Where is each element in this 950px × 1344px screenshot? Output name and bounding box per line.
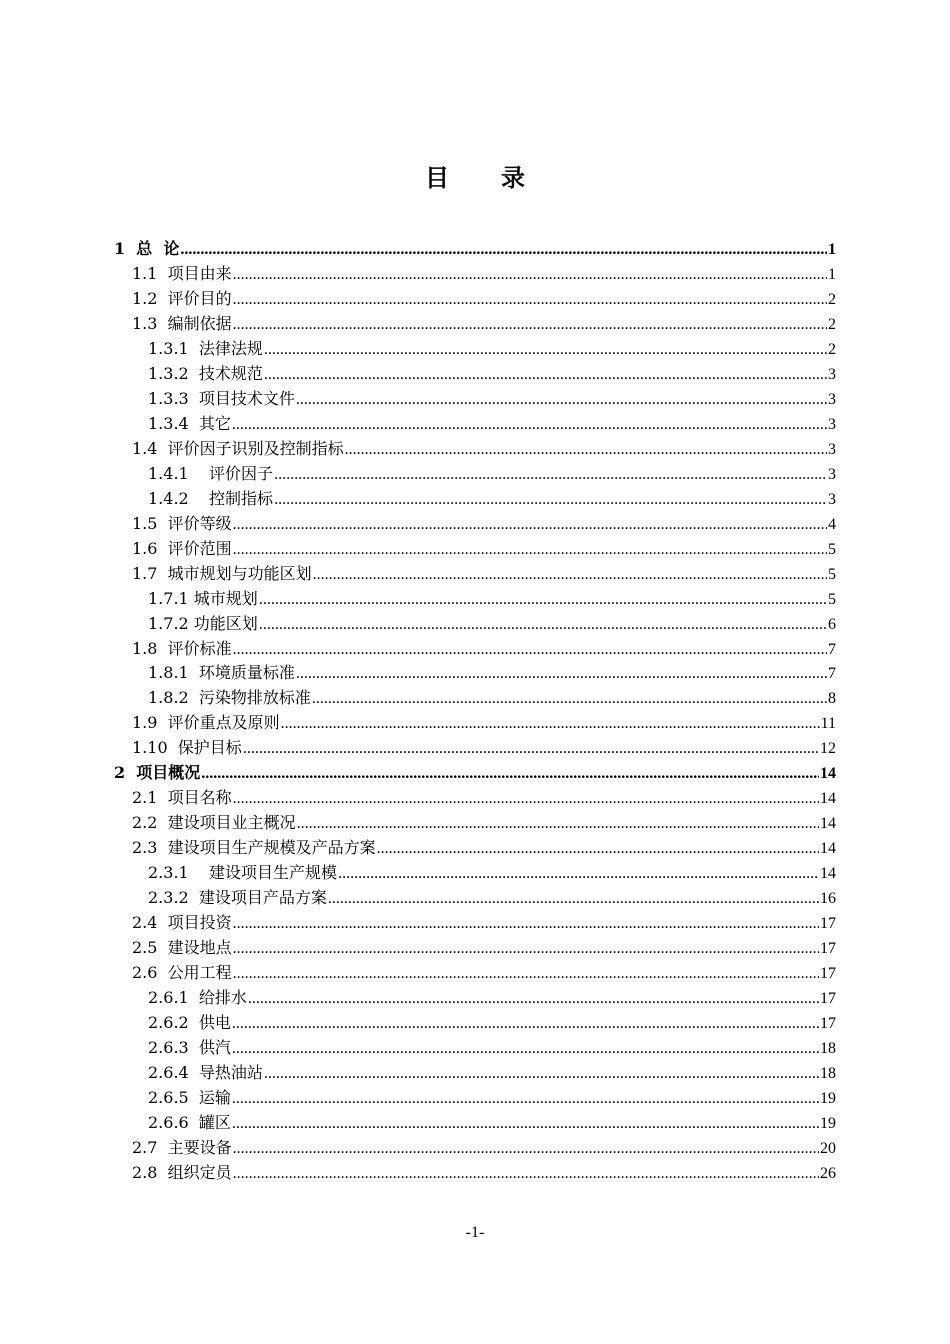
toc-entry-label: 1.3.3 项目技术文件 xyxy=(148,388,295,408)
toc-entry-page: 3 xyxy=(828,465,836,483)
toc-leader-dots xyxy=(259,613,827,638)
toc-entry-page: 3 xyxy=(828,490,836,508)
toc-leader-dots xyxy=(313,563,827,588)
toc-entry[interactable] xyxy=(114,761,836,786)
toc-leader-dots xyxy=(248,987,819,1012)
toc-entry-page: 5 xyxy=(828,540,836,558)
toc-leader-dots xyxy=(233,263,827,288)
toc-entry-page: 26 xyxy=(820,1164,836,1182)
toc-entry[interactable] xyxy=(114,487,836,512)
toc-entry-label: 2.1 项目名称 xyxy=(132,788,232,808)
toc-entry-page: 17 xyxy=(820,965,836,983)
toc-entry-label: 1.2 评价目的 xyxy=(132,288,232,308)
toc-entry-page: 18 xyxy=(820,1040,836,1057)
toc-leader-dots xyxy=(232,1012,819,1037)
toc-entry-page: 2 xyxy=(828,340,836,358)
toc-entry-label: 1.4.1 评价因子 xyxy=(148,463,274,483)
toc-entry-label: 1.9 评价重点及原则 xyxy=(132,713,280,733)
toc-entry-page: 5 xyxy=(828,590,836,608)
toc-entry-page: 12 xyxy=(820,740,836,758)
toc-entry-label: 1.1 项目由来 xyxy=(132,263,232,283)
toc-leader-dots xyxy=(377,837,819,862)
toc-entry-page: 19 xyxy=(820,1089,836,1107)
toc-entry-label: 2.6.6 罐区 xyxy=(148,1112,231,1132)
toc-entry-page: 20 xyxy=(820,1139,836,1157)
toc-entry-label: 1.3.2 技术规范 xyxy=(148,363,263,383)
toc-entry-label: 1.3.4 其它 xyxy=(148,413,231,433)
toc-leader-dots xyxy=(233,638,827,663)
toc-entry-page: 14 xyxy=(820,790,836,808)
toc-entry-page: 5 xyxy=(828,565,836,583)
toc-entry-label: 1.8.2 污染物排放标准 xyxy=(148,688,311,708)
toc-entry-page: 1 xyxy=(828,241,836,258)
toc-leader-dots xyxy=(233,962,819,987)
toc-entry-page: 16 xyxy=(820,890,836,908)
toc-entry[interactable] xyxy=(114,512,836,537)
toc-leader-dots xyxy=(232,1037,819,1062)
toc-entry[interactable] xyxy=(114,861,836,886)
toc-leader-dots xyxy=(233,1137,819,1162)
toc-entry-label: 1.3.1 法律法规 xyxy=(148,338,263,358)
toc-leader-dots xyxy=(233,937,819,962)
toc-entry[interactable] xyxy=(114,462,836,487)
toc-entry[interactable] xyxy=(114,612,836,637)
title-char-1: 目 xyxy=(425,163,449,192)
toc-entry[interactable] xyxy=(114,886,836,911)
toc-entry[interactable] xyxy=(114,1011,836,1036)
toc-entry-page: 17 xyxy=(820,1015,836,1033)
toc-entry-page: 3 xyxy=(828,365,836,383)
toc-entry-label: 2.6.4 导热油站 xyxy=(148,1062,263,1082)
toc-entry[interactable] xyxy=(114,362,836,387)
toc-entry[interactable] xyxy=(114,287,836,312)
toc-entry[interactable] xyxy=(114,387,836,412)
toc-entry-page: 7 xyxy=(828,640,836,658)
toc-leader-dots xyxy=(264,1062,819,1087)
table-of-contents xyxy=(114,237,836,1186)
toc-entry[interactable] xyxy=(114,811,836,836)
toc-entry-label: 2.3.1 建设项目生产规模 xyxy=(148,863,338,883)
toc-entry-page: 3 xyxy=(828,415,836,433)
toc-entry[interactable] xyxy=(114,661,836,686)
toc-entry-label: 1.3 编制依据 xyxy=(132,313,232,333)
toc-entry[interactable] xyxy=(114,686,836,711)
toc-entry-label: 2.8 组织定员 xyxy=(132,1162,232,1182)
toc-leader-dots xyxy=(233,538,827,563)
page-number: -1- xyxy=(465,1224,485,1241)
toc-entry-label: 1.6 评价范围 xyxy=(132,538,232,558)
toc-entry-label: 2.3.2 建设项目产品方案 xyxy=(148,888,327,908)
toc-entry-page: 17 xyxy=(820,915,836,933)
toc-leader-dots xyxy=(232,1087,819,1112)
toc-entry[interactable] xyxy=(114,786,836,811)
toc-leader-dots xyxy=(233,513,827,538)
toc-entry-label: 1.4 评价因子识别及控制指标 xyxy=(132,438,344,458)
toc-entry-page: 8 xyxy=(828,690,836,708)
toc-entry-label: 2.2 建设项目业主概况 xyxy=(132,813,296,833)
toc-entry-label: 2.5 建设地点 xyxy=(132,938,232,958)
toc-entry-page: 14 xyxy=(820,815,836,833)
toc-entry-page: 7 xyxy=(828,665,836,683)
toc-entry[interactable] xyxy=(114,736,836,761)
toc-entry-label: 1.10 保护目标 xyxy=(132,738,242,758)
toc-leader-dots xyxy=(233,787,819,812)
toc-entry-page: 2 xyxy=(828,315,836,333)
toc-entry-label: 1.7.2 功能区划 xyxy=(148,613,258,633)
toc-entry-page: 18 xyxy=(820,1064,836,1082)
toc-entry[interactable] xyxy=(114,637,836,662)
toc-leader-dots xyxy=(274,488,827,513)
toc-entry-label: 1 总 论 xyxy=(114,239,180,258)
toc-entry[interactable] xyxy=(114,237,836,262)
toc-entry[interactable] xyxy=(114,537,836,562)
toc-entry-label: 1.7.1 城市规划 xyxy=(148,588,258,608)
toc-entry[interactable] xyxy=(114,562,836,587)
toc-entry-label: 2.6.5 运输 xyxy=(148,1087,231,1107)
toc-entry[interactable] xyxy=(114,836,836,861)
toc-entry-page: 4 xyxy=(828,515,836,533)
toc-leader-dots xyxy=(328,887,819,912)
toc-leader-dots xyxy=(264,338,827,363)
toc-entry[interactable] xyxy=(114,1086,836,1111)
toc-entry-label: 2.3 建设项目生产规模及产品方案 xyxy=(132,838,376,858)
toc-entry-label: 1.8.1 环境质量标准 xyxy=(148,663,295,683)
toc-leader-dots xyxy=(312,687,827,712)
toc-entry-label: 2.6.2 供电 xyxy=(148,1013,231,1033)
toc-entry-label: 1.8 评价标准 xyxy=(132,638,232,658)
toc-leader-dots xyxy=(233,313,827,338)
toc-entry-page: 19 xyxy=(820,1114,836,1132)
toc-leader-dots xyxy=(232,1112,819,1137)
toc-entry-page: 3 xyxy=(828,440,836,458)
toc-entry-label: 1.5 评价等级 xyxy=(132,513,232,533)
toc-entry-page: 14 xyxy=(820,840,836,858)
toc-entry[interactable] xyxy=(114,262,836,287)
toc-leader-dots xyxy=(345,438,827,463)
toc-entry-label: 2.6.3 供汽 xyxy=(148,1038,231,1057)
toc-entry-page: 14 xyxy=(820,765,836,783)
toc-leader-dots xyxy=(264,363,827,388)
toc-entry[interactable] xyxy=(114,1061,836,1086)
toc-entry-page: 17 xyxy=(820,990,836,1008)
toc-leader-dots xyxy=(296,388,827,413)
toc-entry-page: 6 xyxy=(828,615,836,633)
toc-entry[interactable] xyxy=(114,437,836,462)
toc-leader-dots xyxy=(259,588,827,613)
toc-entry-label: 1.4.2 控制指标 xyxy=(148,488,274,508)
toc-leader-dots xyxy=(297,812,819,837)
toc-entry[interactable] xyxy=(114,711,836,736)
toc-entry[interactable] xyxy=(114,412,836,437)
toc-entry[interactable] xyxy=(114,1161,836,1186)
toc-leader-dots xyxy=(233,288,827,313)
toc-entry[interactable] xyxy=(114,587,836,612)
toc-entry-label: 2.4 项目投资 xyxy=(132,913,232,933)
toc-leader-dots xyxy=(338,862,819,887)
toc-leader-dots xyxy=(281,712,820,737)
toc-entry-label: 2 项目概况 xyxy=(114,763,201,783)
toc-entry-page: 1 xyxy=(828,265,836,283)
page-title xyxy=(0,158,950,193)
toc-entry[interactable] xyxy=(114,986,836,1011)
toc-leader-dots xyxy=(296,662,827,687)
toc-entry-label: 2.6 公用工程 xyxy=(132,963,232,983)
toc-leader-dots xyxy=(232,413,827,438)
toc-entry[interactable] xyxy=(114,1036,836,1061)
toc-entry-page: 3 xyxy=(828,390,836,408)
title-char-2: 录 xyxy=(501,163,525,192)
toc-entry-label: 2.7 主要设备 xyxy=(132,1137,232,1157)
toc-entry[interactable] xyxy=(114,312,836,337)
toc-entry-label: 1.7 城市规划与功能区划 xyxy=(132,563,312,583)
toc-entry-page: 11 xyxy=(820,715,836,733)
toc-leader-dots xyxy=(274,463,827,488)
toc-leader-dots xyxy=(233,1162,819,1187)
toc-entry[interactable] xyxy=(114,936,836,961)
toc-entry-page: 2 xyxy=(828,290,836,308)
toc-entry[interactable] xyxy=(114,1111,836,1136)
toc-entry-label: 2.6.1 给排水 xyxy=(148,988,247,1008)
toc-entry[interactable] xyxy=(114,337,836,362)
toc-entry-page: 17 xyxy=(820,940,836,958)
toc-entry[interactable] xyxy=(114,961,836,986)
toc-entry[interactable] xyxy=(114,911,836,936)
toc-leader-dots xyxy=(233,912,819,937)
toc-leader-dots xyxy=(243,737,819,762)
toc-leader-dots xyxy=(201,762,819,787)
toc-entry-page: 14 xyxy=(820,865,836,883)
toc-entry[interactable] xyxy=(114,1136,836,1161)
toc-leader-dots xyxy=(180,238,827,263)
